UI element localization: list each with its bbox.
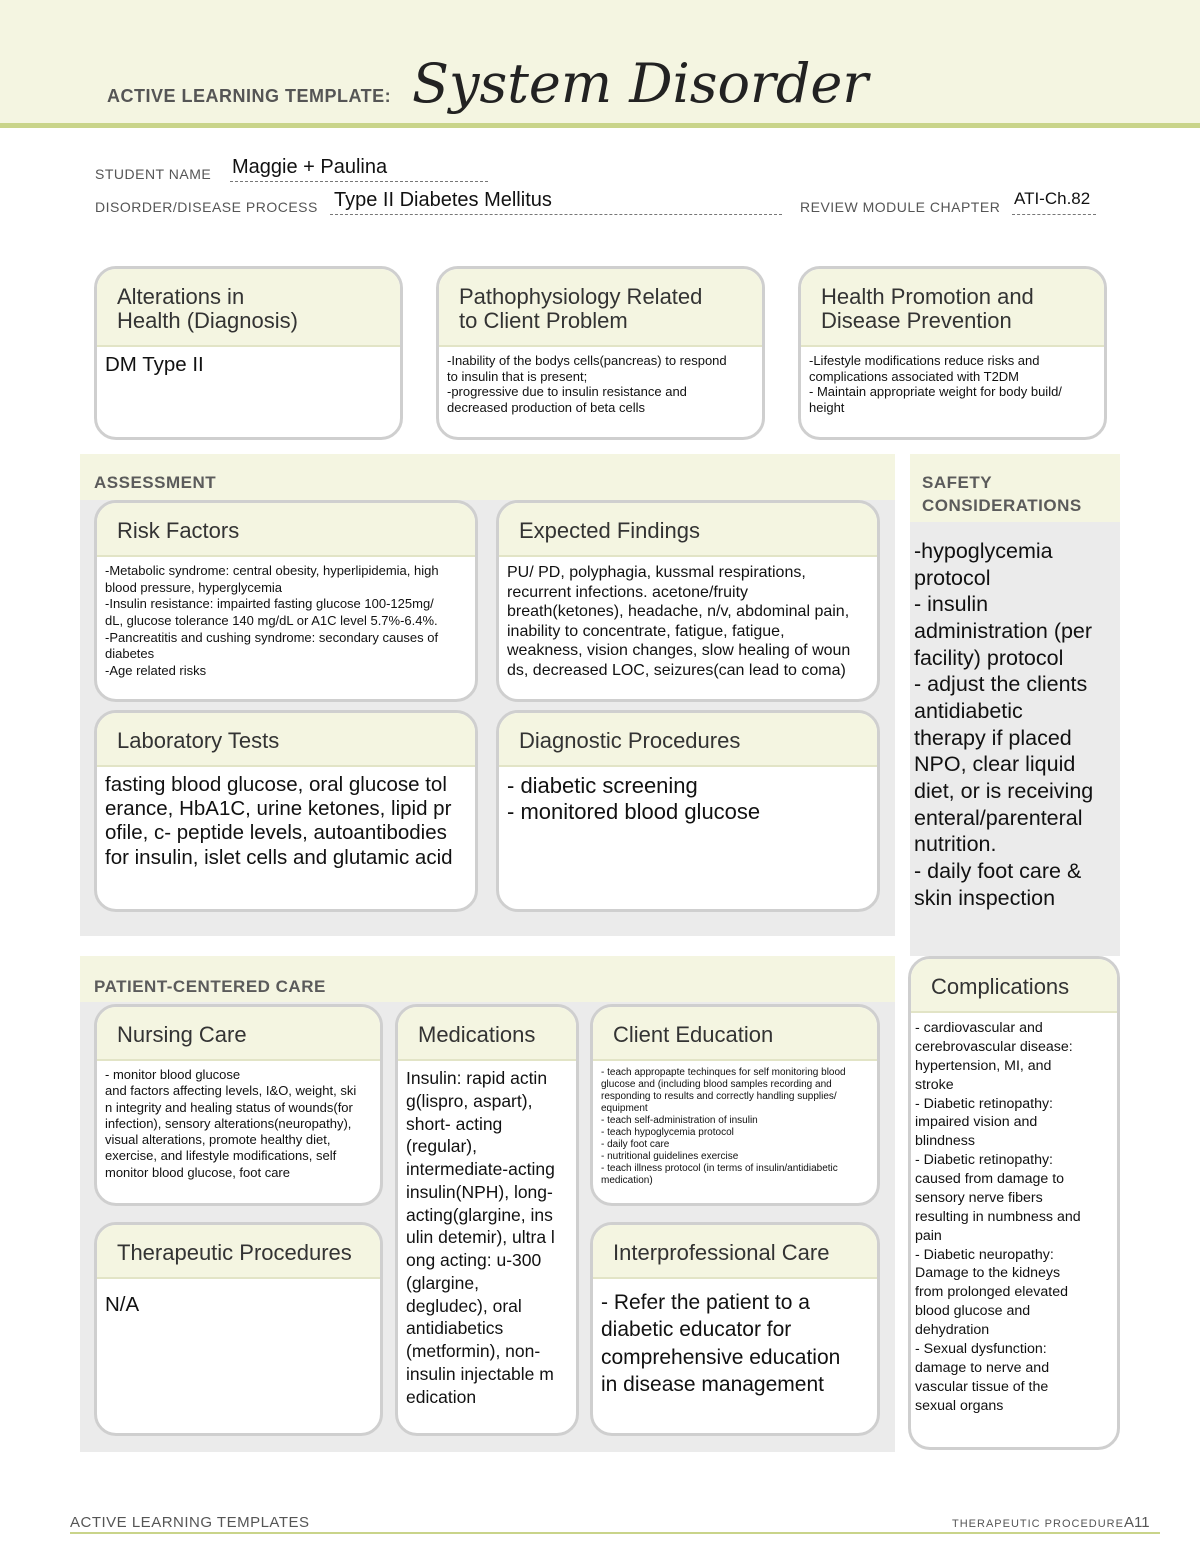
client-education-box <box>590 1004 880 1206</box>
text-line: diabetes <box>105 646 155 662</box>
text-line: glucose and (including blood samples recording and <box>601 1079 832 1090</box>
text-line: blood glucose and <box>915 1303 1031 1320</box>
health-promotion-box <box>798 266 1107 440</box>
text-line: short- acting <box>406 1113 503 1134</box>
interprofessional-care-box <box>590 1222 880 1436</box>
footer-rule <box>70 1532 1160 1534</box>
text-line: decreased production of beta cells <box>447 399 646 415</box>
disorder-value[interactable]: Type II Diabetes Mellitus <box>334 189 552 211</box>
text-line: n integrity and healing status of wounds(for <box>105 1099 353 1115</box>
pathophysiology-header <box>439 269 762 347</box>
health-promotion-content <box>801 347 1104 421</box>
client-education-content <box>593 1061 877 1193</box>
text-line: inability to concentrate, fatigue, fatigue, <box>507 622 785 640</box>
assessment-section-label: ASSESSMENT <box>94 473 217 492</box>
text-line: - Diabetic retinopathy: <box>915 1152 1054 1169</box>
pathophysiology-box <box>436 266 765 440</box>
footer-right-label: THERAPEUTIC PROCEDURE <box>952 1518 1124 1530</box>
expected-findings-content <box>499 557 877 686</box>
text-line: - monitored blood glucose <box>507 799 761 825</box>
text-line: - teach illness protocol (in terms of insulin/antidiabetic <box>601 1163 838 1174</box>
text-line: -Insulin resistance: impairted fasting glucose 100-125mg/ <box>105 596 434 612</box>
risk-factors-content <box>97 557 475 685</box>
laboratory-tests-box <box>94 710 478 912</box>
alterations-content: DM Type II <box>105 353 204 376</box>
text-line: edication <box>406 1386 477 1407</box>
text-line: diabetic educator for <box>601 1318 792 1342</box>
disorder-label: DISORDER/DISEASE PROCESS <box>95 199 318 215</box>
text-line: antidiabetics <box>406 1318 504 1339</box>
diagnostic-procedures-header: Diagnostic Procedures <box>499 713 877 767</box>
text-line: resulting in numbness and <box>915 1208 1081 1225</box>
nursing-care-content <box>97 1061 380 1187</box>
nursing-care-box <box>94 1004 383 1206</box>
text-line: g(lispro, aspart), <box>406 1090 533 1111</box>
page-title: System Disorder <box>412 52 869 115</box>
text-line: fasting blood glucose, oral glucose tol <box>105 773 447 796</box>
text-line: stroke <box>915 1076 954 1093</box>
text-line: caused from damage to <box>915 1171 1065 1187</box>
text-line: damage to nerve and <box>915 1359 1050 1376</box>
text-line: - monitor blood glucose <box>105 1067 241 1082</box>
text-line: cerebrovascular disease: <box>915 1038 1073 1055</box>
text-line: infection), sensory alterations(neuropathy), <box>105 1115 352 1131</box>
text-line: - Maintain appropriate weight for body build/ <box>809 384 1062 400</box>
medications-box <box>395 1004 579 1436</box>
student-name-underline <box>230 181 488 182</box>
pathophysiology-title-line: Pathophysiology Related <box>459 284 703 309</box>
text-line: height <box>809 399 845 415</box>
text-line: impaired vision and <box>915 1114 1038 1131</box>
client-education-header: Client Education <box>593 1007 877 1061</box>
review-module-value[interactable]: ATI-Ch.82 <box>1014 189 1091 208</box>
text-line: weakness, vision changes, slow healing of woun <box>507 642 851 660</box>
text-line: therapy if placed <box>914 725 1072 750</box>
header-rule <box>0 123 1200 128</box>
text-line: - teach appropapte techinques for self monitoring blood <box>601 1067 846 1078</box>
text-line: Insulin: rapid actin <box>406 1068 548 1088</box>
text-line: intermediate-acting <box>406 1159 555 1179</box>
text-line: sensory nerve fibers <box>915 1189 1043 1206</box>
safety-section-label <box>922 472 1082 518</box>
text-line: enteral/parenteral <box>914 805 1083 830</box>
interprofessional-care-header: Interprofessional Care <box>593 1225 877 1279</box>
text-line: pain <box>915 1227 942 1244</box>
text-line: degludec), oral <box>406 1295 522 1316</box>
text-line: -Pancreatitis and cushing syndrome: secondary causes of <box>105 629 439 645</box>
therapeutic-procedures-header: Therapeutic Procedures <box>97 1225 380 1279</box>
diagnostic-procedures-box <box>496 710 880 912</box>
safety-label-line: SAFETY <box>922 473 993 492</box>
alterations-header <box>97 269 400 347</box>
text-line: responding to results and correctly handling supplies/ <box>601 1091 837 1102</box>
text-line: facility) protocol <box>914 645 1064 670</box>
text-line: -Inability of the bodys cells(pancreas) to respond <box>447 353 727 368</box>
template-label: ACTIVE LEARNING TEMPLATE: <box>107 86 392 106</box>
text-line: - nutritional guidelines exercise <box>601 1151 739 1162</box>
interprofessional-care-content <box>593 1279 877 1404</box>
laboratory-tests-header: Laboratory Tests <box>97 713 475 767</box>
text-line: - daily foot care & <box>914 858 1082 883</box>
text-line: -progressive due to insulin resistance and <box>447 384 687 400</box>
text-line: medication) <box>601 1175 653 1186</box>
expected-findings-header: Expected Findings <box>499 503 877 557</box>
text-line: - Sexual dysfunction: <box>915 1340 1047 1357</box>
text-line: administration (per <box>914 618 1093 643</box>
text-line: monitor blood glucose, foot care <box>105 1164 290 1180</box>
therapeutic-procedures-box <box>94 1222 383 1436</box>
text-line: blood pressure, hyperglycemia <box>105 579 283 595</box>
text-line: (glargine, <box>406 1272 479 1293</box>
review-module-underline <box>1012 214 1096 215</box>
alterations-title-line: Health (Diagnosis) <box>117 308 298 334</box>
text-line: for insulin, islet cells and glutamic acid <box>105 845 453 869</box>
complications-box <box>908 956 1120 1450</box>
text-line: NPO, clear liquid <box>914 752 1076 777</box>
text-line: - Diabetic neuropathy: <box>915 1246 1054 1263</box>
text-line: - Diabetic retinopathy: <box>915 1095 1054 1112</box>
text-line: - adjust the clients <box>914 672 1088 697</box>
nursing-care-header: Nursing Care <box>97 1007 380 1061</box>
text-line: Damage to the kidneys <box>915 1265 1061 1282</box>
text-line: sexual organs <box>915 1397 1004 1414</box>
text-line: in disease management <box>601 1372 824 1396</box>
text-line: - cardiovascular and <box>915 1020 1043 1036</box>
pathophysiology-content <box>439 347 762 421</box>
complications-content <box>911 1013 1117 1421</box>
text-line: ong acting: u-300 <box>406 1250 542 1270</box>
health-promotion-title-line: Disease Prevention <box>821 308 1012 334</box>
text-line: ds, decreased LOC, seizures(can lead to coma) <box>507 661 846 679</box>
text-line: insulin injectable m <box>406 1363 554 1384</box>
text-line: -Metabolic syndrome: central obesity, hyperlipidemia, high <box>105 563 439 578</box>
text-line: to insulin that is present; <box>447 368 588 384</box>
footer-left-label: ACTIVE LEARNING TEMPLATES <box>70 1514 310 1531</box>
complications-header: Complications <box>911 959 1117 1013</box>
text-line: nutrition. <box>914 832 997 857</box>
text-line: - diabetic screening <box>507 773 698 798</box>
text-line: complications associated with T2DM <box>809 368 1020 384</box>
medications-header: Medications <box>398 1007 576 1061</box>
text-line: - daily foot care <box>601 1139 670 1150</box>
text-line: protocol <box>914 565 991 590</box>
student-name-label: STUDENT NAME <box>95 166 212 182</box>
text-line: equipment <box>601 1103 648 1114</box>
student-name-value[interactable]: Maggie + Paulina <box>232 156 388 178</box>
text-line: and factors affecting levels, I&O, weight, ski <box>105 1083 357 1099</box>
text-line: - teach self-administration of insulin <box>601 1115 758 1126</box>
text-line: breath(ketones), headache, n/v, abdominal pain, <box>507 603 850 621</box>
text-line: comprehensive education <box>601 1345 841 1369</box>
therapeutic-procedures-content: N/A <box>105 1293 140 1316</box>
diagnostic-procedures-content <box>499 767 877 832</box>
health-promotion-title-line: Health Promotion and <box>821 284 1034 309</box>
text-line: exercise, and lifestyle modifications, self <box>105 1148 337 1164</box>
text-line: ofile, c- peptide levels, autoantibodies <box>105 821 447 845</box>
text-line: (regular), <box>406 1136 477 1157</box>
text-line: antidiabetic <box>914 698 1023 723</box>
text-line: from prolonged elevated <box>915 1284 1069 1301</box>
text-line: hypertension, MI, and <box>915 1057 1052 1074</box>
text-line: ulin detemir), ultra l <box>406 1227 555 1248</box>
text-line: diet, or is receiving <box>914 778 1094 803</box>
text-line: erance, HbA1C, urine ketones, lipid pr <box>105 797 452 821</box>
text-line: dL, glucose tolerance 140 mg/dL or A1C level 5.7%-6.4%. <box>105 612 438 628</box>
text-line: vascular tissue of the <box>915 1378 1049 1395</box>
text-line: - teach hypoglycemia protocol <box>601 1127 734 1138</box>
text-line: skin inspection <box>914 885 1056 910</box>
text-line: -Lifestyle modifications reduce risks and <box>809 353 1040 368</box>
text-line: PU/ PD, polyphagia, kussmal respirations, <box>507 564 806 581</box>
alterations-box <box>94 266 403 440</box>
risk-factors-box <box>94 500 478 702</box>
safety-content <box>914 538 1119 911</box>
text-line: visual alterations, promote healthy diet, <box>105 1132 331 1147</box>
alterations-title-line: Alterations in <box>117 284 245 309</box>
text-line: - insulin <box>914 592 989 617</box>
medications-content <box>398 1061 576 1414</box>
text-line: (metformin), non- <box>406 1341 541 1361</box>
pathophysiology-title-line: to Client Problem <box>459 308 628 334</box>
health-promotion-header <box>801 269 1104 347</box>
footer-page-number: A11 <box>1124 1514 1150 1531</box>
text-line: dehydration <box>915 1322 990 1338</box>
expected-findings-box <box>496 500 880 702</box>
text-line: blindness <box>915 1133 975 1150</box>
risk-factors-header: Risk Factors <box>97 503 475 557</box>
safety-label-line: CONSIDERATIONS <box>922 495 1082 515</box>
text-line: acting(glargine, ins <box>406 1204 553 1225</box>
text-line: -Age related risks <box>105 662 207 678</box>
review-module-label: REVIEW MODULE CHAPTER <box>800 199 1001 215</box>
disorder-underline <box>330 214 782 215</box>
laboratory-tests-content <box>97 767 475 876</box>
text-line: recurrent infections. acetone/fruity <box>507 583 749 601</box>
text-line: - Refer the patient to a <box>601 1291 810 1314</box>
pcc-section-label: PATIENT-CENTERED CARE <box>94 977 326 996</box>
text-line: insulin(NPH), long- <box>406 1181 553 1202</box>
text-line: -hypoglycemia <box>914 539 1053 563</box>
